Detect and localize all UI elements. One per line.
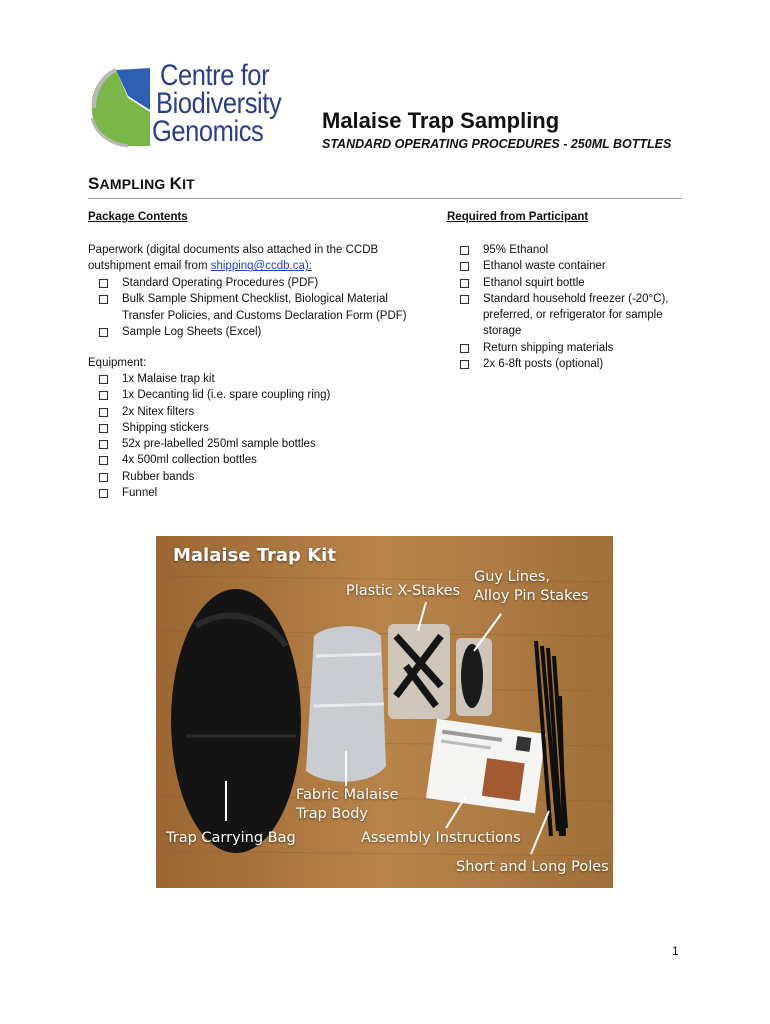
list-item-label: 52x pre-labelled 250ml sample bottles bbox=[122, 438, 316, 451]
label-carrying-bag: Trap Carrying Bag bbox=[166, 830, 296, 846]
list-item bbox=[99, 452, 419, 468]
list-item-label: 2x Nitex filters bbox=[122, 405, 195, 418]
list-item bbox=[99, 485, 419, 501]
checkbox-icon[interactable] bbox=[460, 279, 469, 288]
checkbox-icon[interactable] bbox=[99, 489, 108, 498]
heading-part: S bbox=[88, 174, 100, 193]
paperwork-list bbox=[99, 275, 419, 340]
list-item bbox=[460, 275, 690, 291]
checkbox-icon[interactable] bbox=[460, 344, 469, 353]
list-item bbox=[99, 420, 419, 436]
list-item bbox=[460, 291, 690, 340]
equipment-label: Equipment: bbox=[88, 357, 147, 369]
document-subtitle: STANDARD OPERATING PROCEDURES - 250ML BOTTLES bbox=[322, 137, 672, 151]
carrying-bag-shape bbox=[171, 589, 301, 853]
logo-line-2: Biodiversity bbox=[156, 87, 282, 120]
list-item-label: 4x 500ml collection bottles bbox=[122, 454, 257, 467]
checkbox-icon[interactable] bbox=[99, 391, 108, 400]
list-item-label: 2x 6-8ft posts (optional) bbox=[483, 358, 604, 371]
checkbox-icon[interactable] bbox=[99, 375, 108, 384]
list-item bbox=[99, 404, 419, 420]
list-item-label: Rubber bands bbox=[122, 470, 195, 483]
list-item bbox=[99, 291, 419, 324]
checkbox-icon[interactable] bbox=[99, 456, 108, 465]
checkbox-icon[interactable] bbox=[460, 295, 469, 304]
label-x-stakes: Plastic X-Stakes bbox=[346, 583, 461, 599]
label-poles: Short and Long Poles bbox=[456, 859, 609, 875]
list-item-label: Return shipping materials bbox=[483, 341, 614, 354]
cbg-logo bbox=[88, 59, 294, 150]
heading-part: AMPLING bbox=[99, 176, 170, 192]
list-item-label: Shipping stickers bbox=[122, 421, 209, 434]
list-item-label: Standard Operating Procedures (PDF) bbox=[122, 277, 319, 289]
list-item bbox=[460, 340, 690, 356]
list-item-label: 1x Decanting lid (i.e. spare coupling ring) bbox=[122, 389, 331, 402]
checkbox-icon[interactable] bbox=[99, 279, 108, 288]
list-item bbox=[99, 275, 419, 291]
checkbox-icon[interactable] bbox=[99, 473, 108, 482]
checkbox-icon[interactable] bbox=[460, 246, 469, 255]
list-item bbox=[99, 371, 419, 387]
list-item bbox=[99, 469, 419, 485]
list-item bbox=[460, 258, 690, 274]
list-item bbox=[460, 356, 690, 372]
list-item bbox=[460, 242, 690, 258]
shipping-email-link[interactable]: shipping@ccdb.ca): bbox=[210, 260, 312, 273]
checkbox-icon[interactable] bbox=[99, 440, 108, 449]
page-number: 1 bbox=[672, 944, 679, 958]
section-heading-sampling-kit bbox=[88, 174, 195, 194]
list-item-label: Sample Log Sheets (Excel) bbox=[122, 325, 262, 338]
photo-title: Malaise Trap Kit bbox=[173, 545, 336, 566]
list-item-label: Standard household freezer (-20°C), preferred, or refrigerator for sample storage bbox=[483, 292, 669, 338]
list-item-label: Bulk Sample Shipment Checklist, Biological Material Transfer Policies, and Customs Declaration Form (PDF) bbox=[122, 293, 407, 322]
package-contents-heading: Package Contents bbox=[88, 211, 188, 223]
label-assembly-instructions: Assembly Instructions bbox=[361, 830, 521, 846]
checkbox-icon[interactable] bbox=[99, 408, 108, 417]
document-title: Malaise Trap Sampling bbox=[322, 108, 560, 133]
checkbox-icon[interactable] bbox=[99, 328, 108, 337]
equipment-list bbox=[99, 371, 419, 501]
list-item bbox=[99, 436, 419, 452]
section-divider bbox=[88, 198, 682, 199]
required-list bbox=[460, 242, 690, 372]
heading-part: IT bbox=[182, 176, 195, 192]
checkbox-icon[interactable] bbox=[99, 424, 108, 433]
instructions-sheet-shape bbox=[426, 719, 546, 814]
logo-line-1: Centre for bbox=[160, 59, 270, 92]
heading-part: K bbox=[169, 174, 183, 193]
label-guy-lines: Guy Lines, Alloy Pin Stakes bbox=[474, 569, 589, 604]
paperwork-intro-text: Paperwork (digital documents also attached in the CCDB outshipment email from bbox=[88, 244, 379, 273]
list-item-label: Ethanol squirt bottle bbox=[483, 276, 585, 289]
list-item-label: 95% Ethanol bbox=[483, 244, 549, 256]
checkbox-icon[interactable] bbox=[99, 295, 108, 304]
list-item-label: Funnel bbox=[122, 487, 158, 500]
list-item bbox=[99, 387, 419, 403]
list-item bbox=[99, 324, 419, 340]
malaise-trap-kit-photo bbox=[156, 536, 613, 888]
logo-line-3: Genomics bbox=[152, 115, 264, 148]
checkbox-icon[interactable] bbox=[460, 262, 469, 271]
list-item-label: Ethanol waste container bbox=[483, 260, 606, 273]
paperwork-intro bbox=[88, 242, 418, 275]
label-fabric-body: Fabric Malaise Trap Body bbox=[296, 787, 399, 822]
checkbox-icon[interactable] bbox=[460, 360, 469, 369]
list-item-label: 1x Malaise trap kit bbox=[122, 373, 215, 385]
required-heading: Required from Participant bbox=[447, 211, 589, 223]
